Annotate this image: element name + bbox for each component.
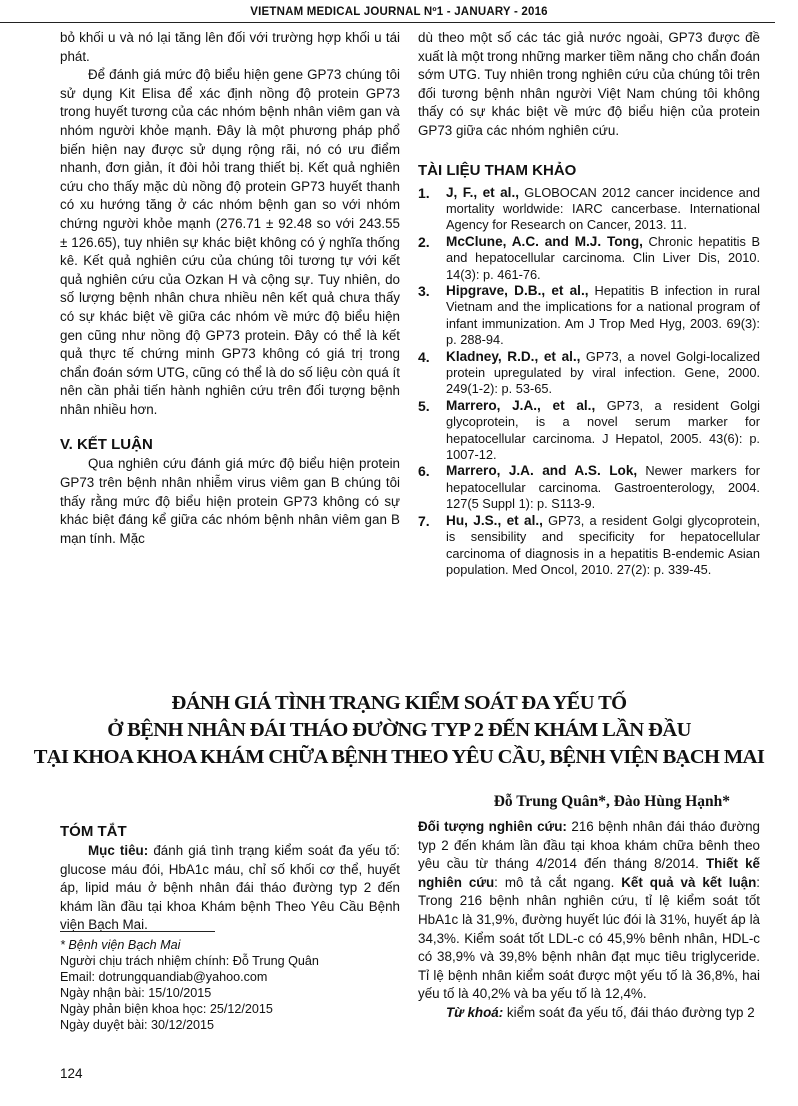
date-approved: Ngày duyệt bài: 30/12/2015	[60, 1018, 215, 1033]
reference-authors: J, F., et al.,	[446, 184, 520, 200]
reference-text: GLOBOCAN 2012 cancer incidence and mortality worldwide: IARC cancerbase. International Agency for Research on Cancer, 2013. 11.	[446, 184, 760, 233]
left-column	[60, 29, 400, 548]
reference-number: 1.	[418, 184, 430, 201]
date-reviewed: Ngày phản biện khoa học: 25/12/2015	[60, 1002, 273, 1017]
email: Email: dotrungquandiab@yahoo.com	[60, 970, 268, 985]
reference-text: Newer markers for hepatocellular carcinoma. Gastroenterology, 2004. 127(5 Suppl 1): p. S113-9.	[446, 463, 760, 512]
reference-number: 7.	[418, 512, 430, 529]
reference-authors: Hipgrave, D.B., et al.,	[446, 283, 589, 298]
paragraph: Qua nghiên cứu đánh giá mức độ biểu hiện protein GP73 trên bệnh nhân nhiễm virus viêm gan B chúng tôi thấy rằng mức độ biểu hiện protein GP73 không có sự khác biệt đáng kể giữa các nhóm bệnh nhân viêm gan B mạn tính. Mặc	[60, 456, 400, 546]
subjects-label: Đối tượng nghiên cứu:	[418, 819, 567, 834]
results-text: : Trong 216 bệnh nhân nghiên cứu, tỉ lệ kiểm soát tốt HbA1c là 31,9%, đường huyết lúc đói là 31%, huyết áp là 34,3%. Kiểm soát tốt LDL-c có 45,9% bênh nhân, HDL-c có 38,9% và 39,8% bệnh nhân đạt mục tiêu triglyceride. Tỉ lệ bệnh nhân kiểm soát được một yếu tố là 36,8%, hai yếu tố là 40,2% và ba yếu tố là 12,4%.	[418, 874, 760, 1002]
reference-number: 6.	[418, 463, 430, 480]
objective-label: Mục tiêu:	[88, 843, 149, 858]
design-text: : mô tả cắt ngang.	[494, 874, 622, 890]
reference-number: 2.	[418, 233, 430, 250]
responsible-author: Người chịu trách nhiệm chính: Đỗ Trung Quân	[60, 954, 319, 969]
objective-text: đánh giá tình trạng kiểm soát đa yếu tố: glucose máu đói, HbA1c máu, chỉ số khối cơ thể, huyết áp, lipid máu ở bệnh nhân đái tháo đường typ 2 đến khám lần đầu tại khoa Khám bệnh Theo Yêu Cầu Bệnh viện Bạch Mai.	[60, 843, 400, 933]
reference-text: GP73, a resident Golgi glycoprotein, is sensibility and specificity for hepatocellular carcinoma of diagnosis in a hepatitis B-endemic Asian population. Med Oncol, 2010. 27(2): p. 339-45.	[446, 512, 760, 577]
keywords-label: Từ khoá:	[446, 1004, 504, 1020]
abstract-left	[60, 822, 400, 935]
title-line: ĐÁNH GIÁ TÌNH TRẠNG KIỂM SOÁT ĐA YẾU TỐ	[171, 692, 627, 714]
article-authors: Đỗ Trung Quân*, Đào Hùng Hạnh*	[493, 793, 730, 810]
affiliation: * Bệnh viện Bạch Mai	[60, 938, 181, 952]
reference-item	[418, 463, 760, 512]
reference-item	[418, 283, 760, 349]
right-column	[418, 29, 760, 578]
title-line: Ở BỆNH NHÂN ĐÁI THÁO ĐƯỜNG TYP 2 ĐẾN KHÁM LẦN ĐẦU	[107, 719, 691, 741]
paragraph: Để đánh giá mức độ biểu hiện gene GP73 chúng tôi sử dụng Kit Elisa để xác định nồng độ protein GP73 trong huyết tương của các nhóm bệnh nhân viêm gan và nhóm người khỏe mạnh. Đây là một phương pháp phổ biến hiện nay được sử dụng rộng rãi, nó có ưu điểm nhanh, đơn giản, ít đòi hỏi trang thiết bị. Kết quả nghiên cứu cho thấy mặc dù nồng độ protein GP73 huyết thanh có xu hướng tăng ở các nhóm bệnh gan so với nhóm chứng người khỏe mạnh (276.71 ± 92.48 so với 243.55 ± 126.65), tuy nhiên sự khác biệt không có ý nghĩa thống kê. Kết quả nghiên cứu của chúng tôi tương tự với kết quả nghiên cứu của Ozkan H và cộng sự. Tuy nhiên, do số lượng bệnh nhân chưa nhiều nên kết quả chưa thấy có sự khác biệt về giữa các nhóm về mức độ biểu hiện gen cũng như nồng độ GP73 protein. Đây có thể là kết quả thực tế chứng minh GP73 không có giá trị trong chẩn đoán sớm UTG, cũng có thể là do số liệu còn quá ít nên cần phải tiến hành nghiên cứu trên đối tượng bệnh nhân nhiều hơn.	[60, 67, 400, 417]
reference-authors: McClune, A.C. and M.J. Tong,	[446, 233, 643, 249]
paragraph: bỏ khối u và nó lại tăng lên đối với trường hợp khối u tái phát.	[60, 30, 400, 64]
reference-text: GP73, a novel Golgi-localized protein upregulated by viral infection. Gene, 2000. 249(1-2): p. 53-65.	[446, 348, 760, 397]
abstract-paragraph	[60, 842, 400, 935]
reference-authors: Marrero, J.A., et al.,	[446, 397, 596, 413]
page-number: 124	[60, 1066, 83, 1081]
abstract-right	[418, 818, 760, 1023]
design-label: Thiết kế nghiên cứu	[418, 856, 760, 890]
reference-text: Hepatitis B infection in rural Vietnam and the implications for a national program of infant immunization. Am J Trop Med Hyg, 2003. 69(3): p. 288-94.	[446, 283, 760, 348]
reference-authors: Kladney, R.D., et al.,	[446, 348, 581, 364]
reference-item	[418, 398, 760, 464]
reference-number: 4.	[418, 348, 430, 365]
abstract-paragraph	[418, 818, 760, 1004]
reference-authors: Hu, J.S., et al.,	[446, 512, 543, 528]
keywords-text: kiểm soát đa yếu tố, đái tháo đường typ 2	[503, 1004, 755, 1020]
subjects-text: 216 bệnh nhân đái tháo đường typ 2 đến khám lần đầu tại khoa khám chữa bênh theo yêu cầu từ tháng 4/2014 đến tháng 8/2014.	[418, 819, 760, 872]
footnote	[60, 937, 319, 1034]
date-received: Ngày nhận bài: 15/10/2015	[60, 986, 212, 1001]
reference-item	[418, 234, 760, 283]
header-rule	[0, 22, 775, 23]
paragraph: dù theo một số các tác giả nước ngoài, GP73 được đề xuất là một trong những marker tiềm năng cho chẩn đoán sớm UTG. Tuy nhiên trong nghiên cứu của chúng tôi trên đối tương bệnh nhân người Việt Nam chúng tôi không thấy có sự khác biệt về mức độ biểu hiện của protein GP73 giữa các nhóm nghiên cứu.	[418, 30, 760, 138]
footnote-rule	[60, 931, 215, 932]
title-line: TẠI KHOA KHOA KHÁM CHỮA BỆNH THEO YÊU CẦU, BỆNH VIỆN BẠCH MAI	[33, 746, 765, 768]
reference-item	[418, 349, 760, 398]
reference-list	[418, 185, 760, 579]
reference-number: 3.	[418, 283, 430, 299]
reference-text: GP73, a resident Golgi glycoprotein, is a novel serum marker for hepatocellular carcinoma. J Hepatol, 2005. 43(6): p. 1007-12.	[446, 397, 760, 463]
references-heading: TÀI LIỆU THAM KHẢO	[418, 161, 577, 179]
reference-item	[418, 513, 760, 579]
abstract-heading: TÓM TẮT	[60, 823, 127, 840]
reference-text: Chronic hepatitis B and hepatocellular carcinoma. Clin Liver Dis, 2010. 14(3): p. 461-76.	[446, 233, 760, 282]
results-label: Kết quả và kết luận	[621, 874, 757, 890]
reference-number: 5.	[418, 397, 430, 414]
keywords	[418, 1004, 760, 1023]
reference-authors: Marrero, J.A. and A.S. Lok,	[446, 463, 638, 479]
section-heading-conclusion: V. KẾT LUẬN	[60, 436, 153, 454]
article-title	[0, 690, 798, 771]
running-header: VIETNAM MEDICAL JOURNAL Nº1 - JANUARY - 2016	[250, 6, 548, 18]
reference-item	[418, 185, 760, 234]
